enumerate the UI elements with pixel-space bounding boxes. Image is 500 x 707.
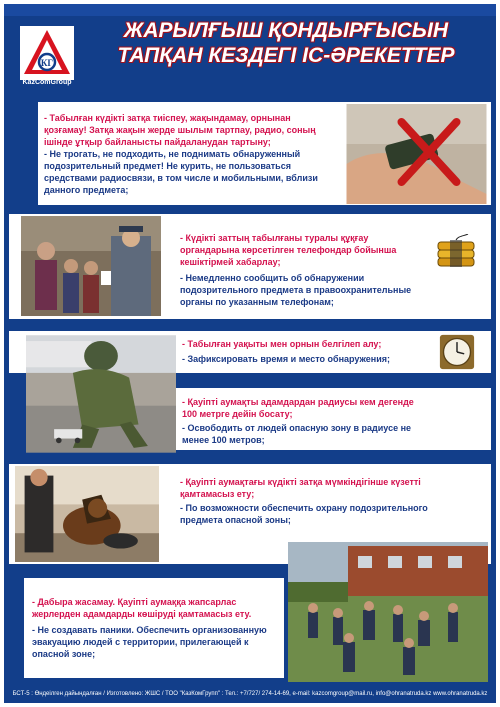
page-title (86, 18, 486, 68)
section-3-kz: - Табылған уақыты мен орнын белгілеп алу; (182, 339, 382, 349)
section-5-ru: - По возможности обеспечить охрану подозрительного предмета опасной зоны; (180, 503, 428, 525)
section-4-kz: - Қауіпті аумақты адамдардан радиусы кем дегенде 100 метрге дейін босату; (182, 397, 414, 419)
section-3-ru: - Зафиксировать время и место обнаружения; (182, 354, 391, 364)
title-line-2: ТАПҚАН КЕЗДЕГІ ІС-ӘРЕКЕТТЕР (117, 44, 455, 67)
svg-text:КГ: КГ (40, 58, 54, 68)
section-1-text (44, 112, 334, 196)
section-6-ru: - Не создавать паники. Обеспечить организованную эвакуацию людей с территории, прилегающей к опасной зоне; (32, 625, 267, 659)
section-5-text (180, 476, 430, 526)
photo-hand-with-object (344, 104, 489, 204)
logo-caption: KazComGroup (22, 79, 72, 86)
title-line-1: ЖАРЫЛҒЫШ ҚОНДЫРҒЫСЫН (123, 19, 449, 42)
section-4-text (182, 396, 422, 446)
photo-police-and-family (12, 216, 170, 316)
poster (4, 4, 496, 703)
photo-sapper-with-robot (26, 332, 176, 456)
section-2-kz: - Күдікті заттың табылғаны туралы құқғау органдарына көрсетілген телефондар бойынша кешіктірмей хабарлау; (180, 233, 397, 267)
section-6-kz: - Дабыра жасамау. Қауіпті аумаққа жапсарлас жерлерден адамдарды көшіруді қамтамасыз ету. (32, 597, 252, 619)
section-4-ru: - Освободить от людей опасную зону в радиусе не менее 100 метров; (182, 423, 412, 445)
photo-dog-handler (12, 466, 162, 562)
section-2-ru: - Немедленно сообщить об обнаружении подозрительного предмета в правоохранительные органы по указанным телефонам; (180, 273, 412, 307)
section-2-text (180, 232, 420, 308)
section-1-kz: - Табылған күдікті затқа тиіспеу, жақындамау, орнынан қозғамау! Затқа жақын жерде шылым тартпау, радио, соның ішінде ұтқыр байланысты пайдаланудан тартыну; (44, 113, 316, 147)
section-1-ru: - Не трогать, не подходить, не поднимать обнаруженный подозрительный предмет! Не курить, не пользоваться средствами радиосвязи, в том числе и мобильными, вблизи данного предмета; (44, 149, 318, 195)
clock-icon (438, 334, 476, 370)
dynamite-bundle-icon (434, 234, 478, 268)
section-5-kz: - Қауіпті аумақтағы күдікті затқа мүмкіндігінше күзетті қамтамасыз ету; (180, 477, 421, 499)
section-3-text (182, 338, 422, 365)
footer-credits: БСТ-5 : Өндеілген дайындалған / Изготовлено: ЖШС / ТОО "КазКомГрупп" : Тел.: +7/727/ 274-14-69, e-mail: kazcomgroup@mail.ru, info@ohranatruda.kz www.ohranatruda.kz (12, 691, 488, 697)
photo-evacuation-crowd (284, 542, 492, 682)
section-6-text (32, 596, 276, 660)
